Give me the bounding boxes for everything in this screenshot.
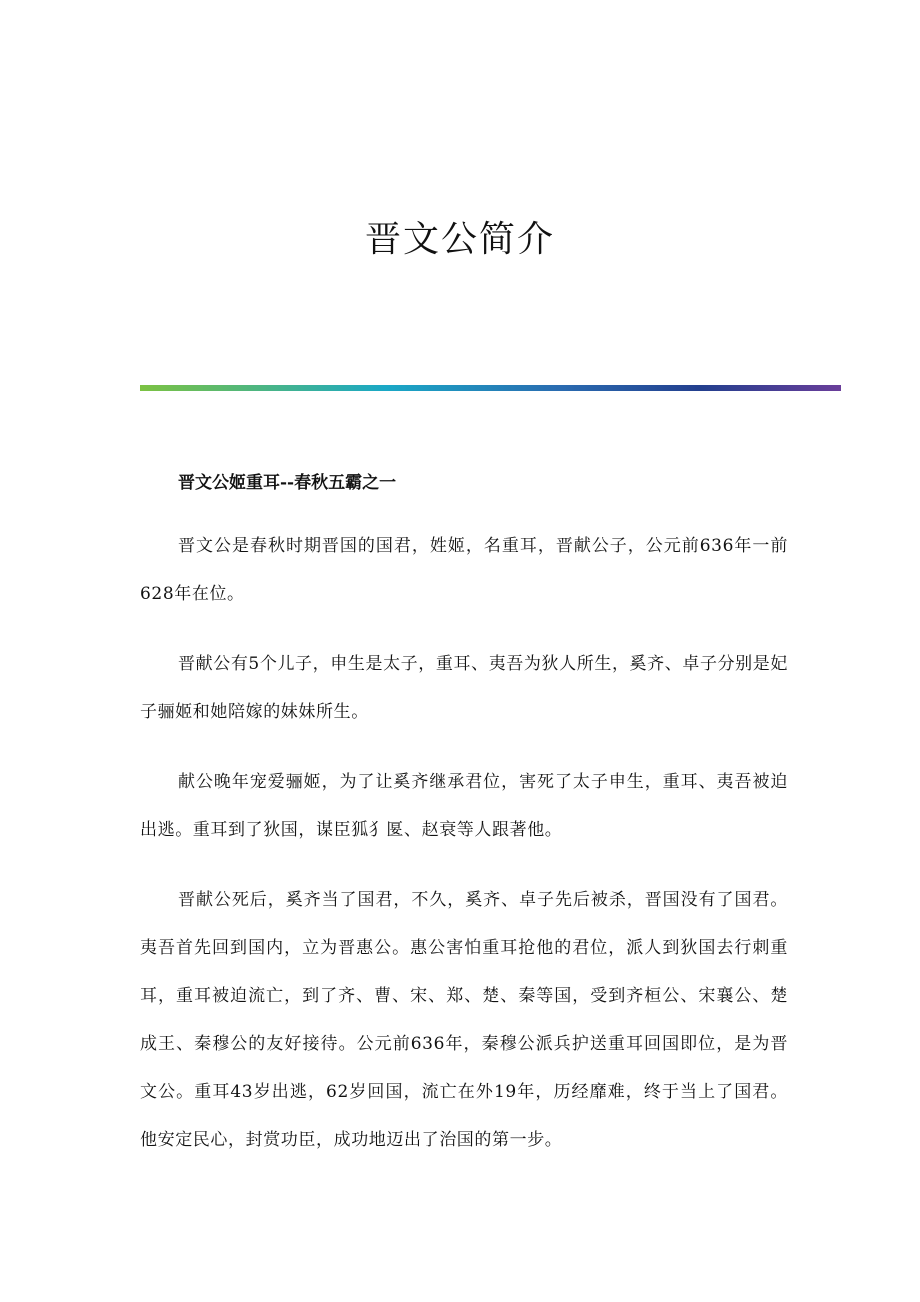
title-divider bbox=[140, 385, 841, 391]
section-heading: 晋文公姬重耳--春秋五霸之一 bbox=[178, 473, 397, 493]
paragraph-exile: 献公晚年宠爱骊姬，为了让奚齐继承君位，害死了太子申生，重耳、夷吾被迫出逃。重耳到了狄国，谋臣狐犭匽、赵衰等人跟著他。 bbox=[140, 772, 788, 840]
document-body bbox=[140, 466, 788, 1186]
page-title: 晋文公简介 bbox=[364, 219, 555, 260]
paragraph-return: 晋献公死后，奚齐当了国君，不久，奚齐、卓子先后被杀，晋国没有了国君。夷吾首先回到国内，立为晋惠公。惠公害怕重耳抢他的君位，派人到狄国去行刺重耳，重耳被迫流亡，到了齐、曹、宋、郑、楚、秦等国，受到齐桓公、宋襄公、楚成王、秦穆公的友好接待。公元前636年，秦穆公派兵护送重耳回国即位，是为晋文公。重耳43岁出逃，62岁回国，流亡在外19年，历经靡难，终于当上了国君。他安定民心，封赏功臣，成功地迈出了治国的第一步。 bbox=[140, 890, 788, 1150]
paragraph-sons: 晋献公有5个儿子，申生是太子，重耳、夷吾为狄人所生，奚齐、卓子分别是妃子骊姬和她陪嫁的妹妹所生。 bbox=[140, 654, 788, 722]
paragraph-intro: 晋文公是春秋时期晋国的国君，姓姬，名重耳，晋献公子，公元前636年一前628年在位。 bbox=[140, 536, 788, 604]
